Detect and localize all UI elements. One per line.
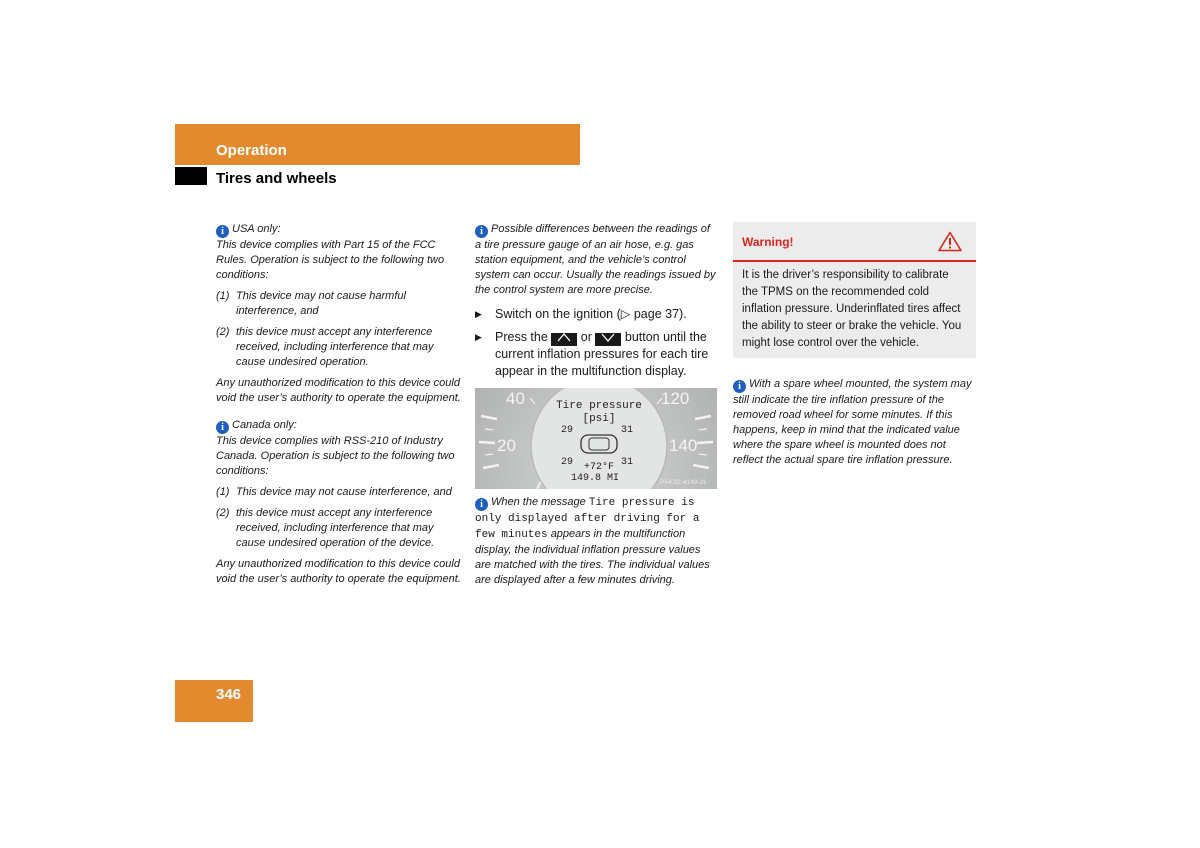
- message-note: [475, 495, 719, 588]
- step-text-part: button until the current inflation pressures for each tire appear in the multifunction display.: [495, 330, 709, 378]
- warning-title: Warning!: [742, 235, 794, 249]
- step-text-part: or: [580, 330, 592, 344]
- speed-label: 20: [497, 436, 516, 455]
- display-title: Tire pressure: [556, 400, 642, 412]
- usa-intro: This device complies with Part 15 of the FCC Rules. Operation is subject to the following two conditions:: [216, 239, 445, 281]
- page-number-bar: [175, 680, 253, 722]
- info-icon: i: [733, 380, 746, 393]
- spare-wheel-note-text: With a spare wheel mounted, the system may still indicate the tire inflation pressure of the removed road wheel for some minutes. If this happens, keep in mind that the indicated value where the spare wheel is mounted does not reflect the actual spare tire inflation pressure.: [733, 378, 972, 466]
- usa-footer: Any unauthorized modification to this device could void the user’s authority to operate the equipment.: [216, 377, 461, 404]
- list-number: (2): [216, 326, 230, 338]
- speed-label: 120: [661, 389, 690, 408]
- spare-wheel-note: [733, 377, 977, 468]
- info-icon: i: [475, 498, 488, 511]
- speed-label: 40: [506, 389, 525, 408]
- step-item: [475, 329, 719, 380]
- subsection-marker: [175, 167, 207, 185]
- step-text-part: Press the: [495, 330, 548, 344]
- list-item: [216, 325, 464, 370]
- display-unit: [psi]: [582, 413, 616, 425]
- display-message: Tire pressure is only displayed after driving for a few minutes: [475, 497, 700, 541]
- warning-body: It is the driver’s responsibility to calibrate the TPMS on the recommended cold inflation pressure. Underinflated tires affect the ability to steer or brake the vehicle. You might lose control over the vehicle.: [742, 269, 962, 349]
- list-number: (1): [216, 290, 230, 302]
- list-number: (1): [216, 486, 230, 498]
- instrument-cluster-graphic: [475, 388, 717, 489]
- list-item: [216, 506, 464, 551]
- pressure-front-left: 29: [561, 425, 574, 436]
- info-icon: i: [216, 225, 229, 238]
- subsection-title: Tires and wheels: [216, 170, 337, 187]
- info-icon: i: [216, 421, 229, 434]
- pressure-note-text: Possible differences between the readings of a tire pressure gauge of an air hose, e.g. gas station equipment, and the vehicle’s control system can occur. Usually the readings issued by the control system are more precise.: [475, 223, 716, 296]
- warning-box: [733, 222, 976, 358]
- up-button-icon: [551, 333, 577, 346]
- pressure-rear-right: 31: [621, 457, 634, 468]
- image-reference: P54.32-4149-31: [660, 479, 707, 486]
- pressure-front-right: 31: [621, 425, 634, 436]
- usa-heading-text: USA only:: [232, 223, 281, 235]
- list-text: This device may not cause harmful interference, and: [236, 290, 406, 317]
- message-note-text: appears in the multifunction display, the individual inflation pressure values are matched with the tires. The individual values are displayed after a few minutes driving.: [475, 528, 710, 586]
- column-middle: [475, 222, 719, 588]
- speed-label: 140: [669, 436, 698, 455]
- page-number: 346: [216, 686, 242, 703]
- column-left: [216, 222, 464, 587]
- odometer: 149.8 MI: [570, 473, 620, 484]
- canada-heading: [216, 418, 464, 434]
- list-text: this device must accept any interference received, including interference that may cause undesired operation of the device.: [236, 507, 435, 549]
- arrow-icon: ▶: [475, 309, 482, 319]
- list-text: this device must accept any interference received, including interference that may cause undesired operation.: [236, 326, 434, 368]
- section-title: Operation: [216, 142, 287, 159]
- step-text: Switch on the ignition (▷ page 37).: [495, 307, 687, 321]
- list-number: (2): [216, 507, 230, 519]
- down-button-icon: [595, 333, 621, 346]
- warning-header: [733, 222, 976, 262]
- info-icon: i: [475, 225, 488, 238]
- message-note-text: When the message: [491, 496, 586, 508]
- arrow-icon: ▶: [475, 332, 482, 342]
- usa-heading: [216, 222, 464, 238]
- outside-temp: +72°F: [583, 462, 615, 473]
- list-item: [216, 289, 464, 319]
- list-text: This device may not cause interference, and: [236, 486, 452, 498]
- list-item: [216, 485, 464, 500]
- pressure-rear-left: 29: [561, 457, 574, 468]
- instrument-cluster-image: [475, 388, 717, 489]
- pressure-note: [475, 222, 719, 298]
- canada-intro: This device complies with RSS-210 of Industry Canada. Operation is subject to the following two conditions:: [216, 435, 455, 477]
- step-text: [495, 329, 719, 380]
- step-item: [475, 306, 719, 323]
- canada-footer: Any unauthorized modification to this device could void the user’s authority to operate the equipment.: [216, 558, 461, 585]
- canada-heading-text: Canada only:: [232, 419, 297, 431]
- warning-triangle-icon: [938, 231, 962, 257]
- column-right: [733, 222, 977, 468]
